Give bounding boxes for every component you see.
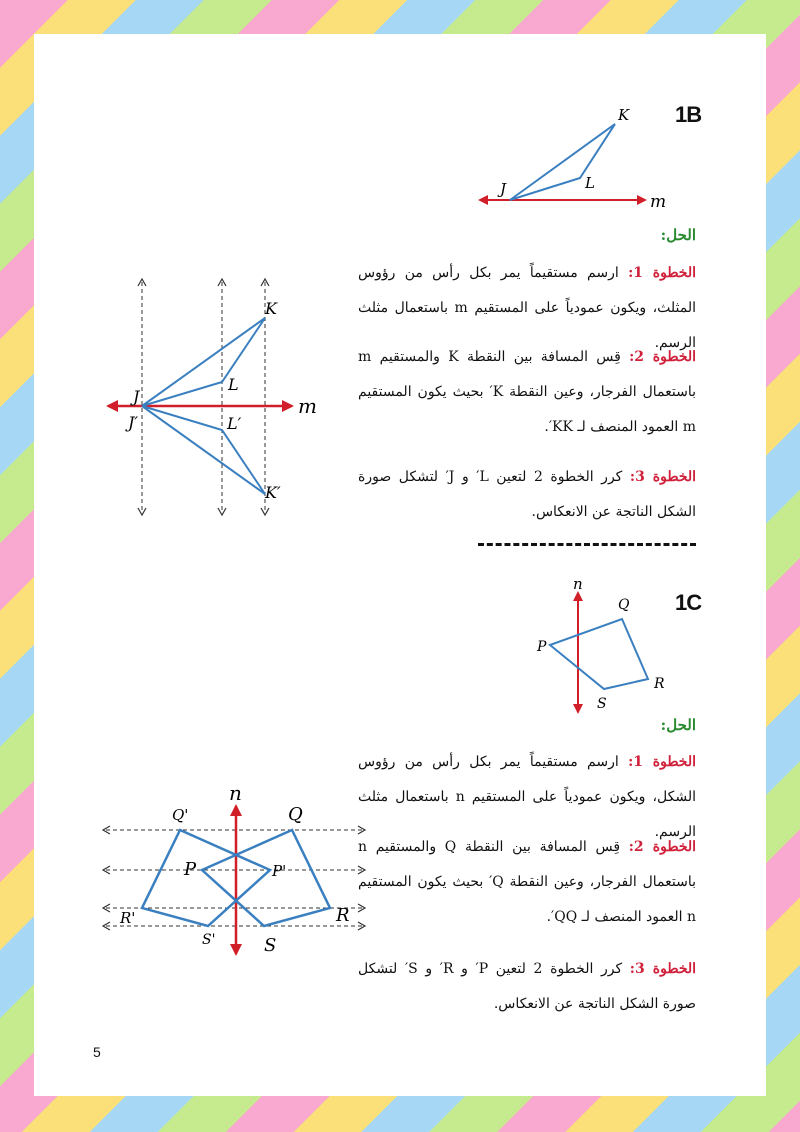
step-1-c-title: الخطوة 1: <box>628 754 696 770</box>
label-l: L <box>585 174 595 192</box>
step-2-c-title: الخطوة 2: <box>628 839 697 855</box>
step-2-b <box>358 340 696 445</box>
label-s: S <box>597 696 607 712</box>
quadrilateral-pqrs <box>550 619 648 689</box>
step-3-c-title: الخطوة 3: <box>629 961 697 977</box>
figure-triangle-jkl <box>470 100 680 215</box>
step-2-b-title: الخطوة 2: <box>629 349 697 365</box>
step-2-c <box>358 830 696 935</box>
label-q-prime: Q' <box>172 806 189 824</box>
label-j-prime: J′ <box>128 413 139 432</box>
step-3-c <box>358 952 696 1022</box>
step-1-b-text: ارسم مستقيماً يمر بكل رأس من رؤوس المثلث، ويكون عمودياً على المستقيم m باستعمال مثلث الرسم. <box>358 265 696 351</box>
solution-heading-c: الحل: <box>660 716 696 734</box>
solution-heading-b: الحل: <box>660 226 696 244</box>
section-label-1c: 1C <box>675 590 702 615</box>
quadrilateral-pqrs <box>202 830 330 926</box>
triangle-jkl <box>510 124 615 200</box>
label-m: m <box>650 192 667 212</box>
label-k: K <box>618 106 630 124</box>
label-n: n <box>229 781 242 805</box>
triangle-jkl <box>142 318 265 406</box>
label-s-prime: S' <box>202 932 216 948</box>
step-1-c-text: ارسم مستقيماً يمر بكل رأس من رؤوس الشكل، ويكون عمودياً على المستقيم n باستعمال مثلث الرسم. <box>358 754 696 840</box>
label-q: Q <box>618 597 630 613</box>
label-p-prime: P' <box>272 862 287 880</box>
label-r: R <box>336 905 350 926</box>
label-q: Q <box>288 804 303 825</box>
label-j: J <box>133 387 140 406</box>
label-m: m <box>298 394 317 418</box>
section-separator <box>478 543 696 546</box>
label-n: n <box>573 575 583 593</box>
figure-quadrilateral-pqrs <box>530 575 680 715</box>
step-2-b-text: قِس المسافة بين النقطة K والمستقيم m باستعمال الفرجار، وعين النقطة K′ بحيث يكون المستقيم m العمود المنصف لـ KK′. <box>358 349 696 435</box>
label-l-prime: L′ <box>227 414 242 433</box>
figure-reflection-pqrs <box>100 780 370 962</box>
step-1-b-title: الخطوة 1: <box>628 265 696 281</box>
step-2-c-text: قِس المسافة بين النقطة Q والمستقيم n باستعمال الفرجار، وعين النقطة Q′ بحيث يكون المستقيم n العمود المنصف لـ QQ′. <box>358 839 696 925</box>
label-p: P <box>184 859 197 880</box>
step-3-b-title: الخطوة 3: <box>629 469 697 485</box>
label-j: J <box>500 180 507 198</box>
label-r: R <box>654 676 665 692</box>
triangle-jkl-image <box>142 406 265 494</box>
label-k-prime: K′ <box>265 483 281 502</box>
page-number: 5 <box>93 1044 101 1060</box>
step-3-b <box>358 460 696 530</box>
label-p: P <box>537 639 547 655</box>
label-s: S <box>264 935 277 956</box>
label-k: K <box>265 299 277 318</box>
label-l: L <box>228 375 239 394</box>
step-3-c-text: كرر الخطوة 2 لتعين P′ و R′ و S′ لتشكل صورة الشكل الناتجة عن الانعكاس. <box>358 961 696 1012</box>
label-r-prime: R' <box>120 909 136 927</box>
figure-reflection-jkl <box>100 272 330 522</box>
step-3-b-text: كرر الخطوة 2 لتعين L′ و J′ لتشكل صورة الشكل الناتجة عن الانعكاس. <box>358 469 696 520</box>
quadrilateral-pqrs-image <box>142 830 270 926</box>
section-label-1b: 1B <box>675 102 702 127</box>
